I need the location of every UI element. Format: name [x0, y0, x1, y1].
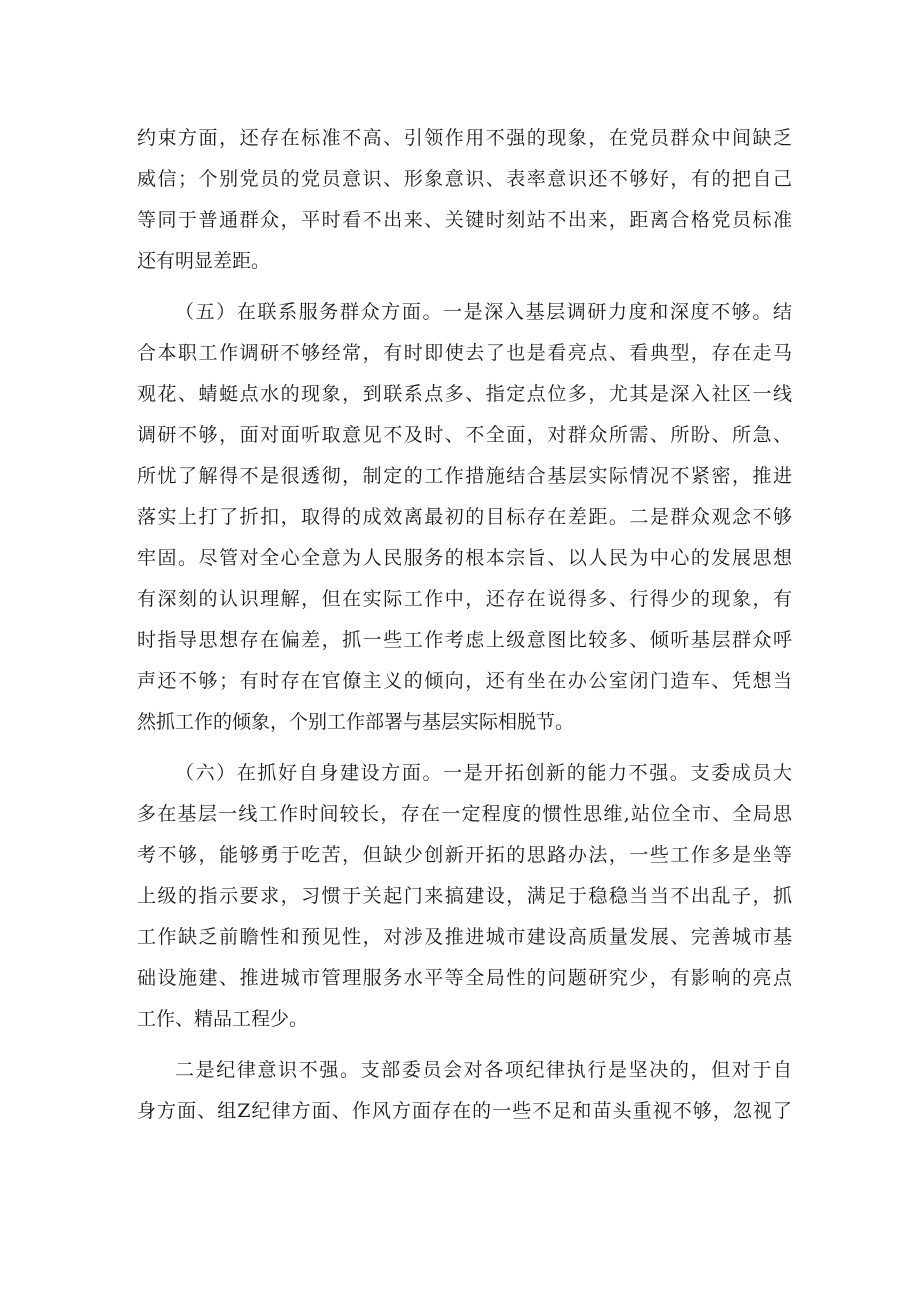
text-line: 牢固。尽管对全心全意为人民服务的根本宗旨、以人民为中心的发展思想 — [137, 547, 792, 569]
text-line: 工作、精品工程少。 — [137, 1008, 309, 1030]
text-line: 考不够，能够勇于吃苦，但缺少创新开拓的思路办法，一些工作多是坐等 — [137, 844, 792, 866]
paragraph-section-five — [137, 292, 792, 743]
text-line: 声还不够；有时存在官僚主义的倾向，还有坐在办公室闭门造车、凭想当 — [137, 670, 792, 692]
document-body — [137, 118, 792, 1132]
text-line: 多在基层一线工作时间较长，存在一定程度的惯性思维,站位全市、全局思 — [137, 803, 792, 825]
text-line: 础设施建、推进城市管理服务水平等全局性的问题研究少，有影响的亮点 — [137, 967, 792, 989]
paragraph-continuation — [137, 118, 792, 282]
text-line: 合本职工作调研不够经常，有时即使去了也是看亮点、看典型，存在走马 — [137, 342, 792, 364]
text-line: 时指导思想存在偏差，抓一些工作考虑上级意图比较多、倾听基层群众呼 — [137, 629, 792, 651]
text-line: （五）在联系服务群众方面。一是深入基层调研力度和深度不够。结 — [175, 301, 792, 323]
text-line: 上级的指示要求，习惯于关起门来搞建设，满足于稳稳当当不出乱子，抓 — [137, 885, 792, 907]
text-line: 工作缺乏前瞻性和预见性，对涉及推进城市建设高质量发展、完善城市基 — [137, 926, 792, 948]
text-line: 调研不够，面对面听取意见不及时、不全面，对群众所需、所盼、所急、 — [137, 424, 792, 446]
text-line: 二是纪律意识不强。支部委员会对各项纪律执行是坚决的，但对于自 — [175, 1059, 792, 1081]
text-line: 威信；个别党员的党员意识、形象意识、表率意识还不够好，有的把自己 — [137, 168, 792, 190]
text-line: 落实上打了折扣，取得的成效离最初的目标存在差距。二是群众观念不够 — [137, 506, 792, 528]
text-line: 有深刻的认识理解，但在实际工作中，还存在说得多、行得少的现象，有 — [137, 588, 792, 610]
text-line: （六）在抓好自身建设方面。一是开拓创新的能力不强。支委成员大 — [175, 762, 792, 784]
text-line: 约束方面，还存在标准不高、引领作用不强的现象，在党员群众中间缺乏 — [137, 127, 792, 149]
paragraph-discipline — [137, 1050, 792, 1132]
text-line: 还有明显差距。 — [137, 250, 271, 272]
text-line: 等同于普通群众，平时看不出来、关键时刻站不出来，距离合格党员标准 — [137, 209, 792, 231]
paragraph-section-six — [137, 753, 792, 1040]
text-line: 观花、蜻蜓点水的现象，到联系点多、指定点位多，尤其是深入社区一线 — [137, 383, 792, 405]
text-line: 所忧了解得不是很透彻，制定的工作措施结合基层实际情况不紧密，推进 — [137, 465, 792, 487]
text-line: 身方面、组Z纪律方面、作风方面存在的一些不足和苗头重视不够，忽视了 — [137, 1100, 792, 1122]
text-line: 然抓工作的倾象，个别工作部署与基层实际相脱节。 — [137, 711, 575, 733]
